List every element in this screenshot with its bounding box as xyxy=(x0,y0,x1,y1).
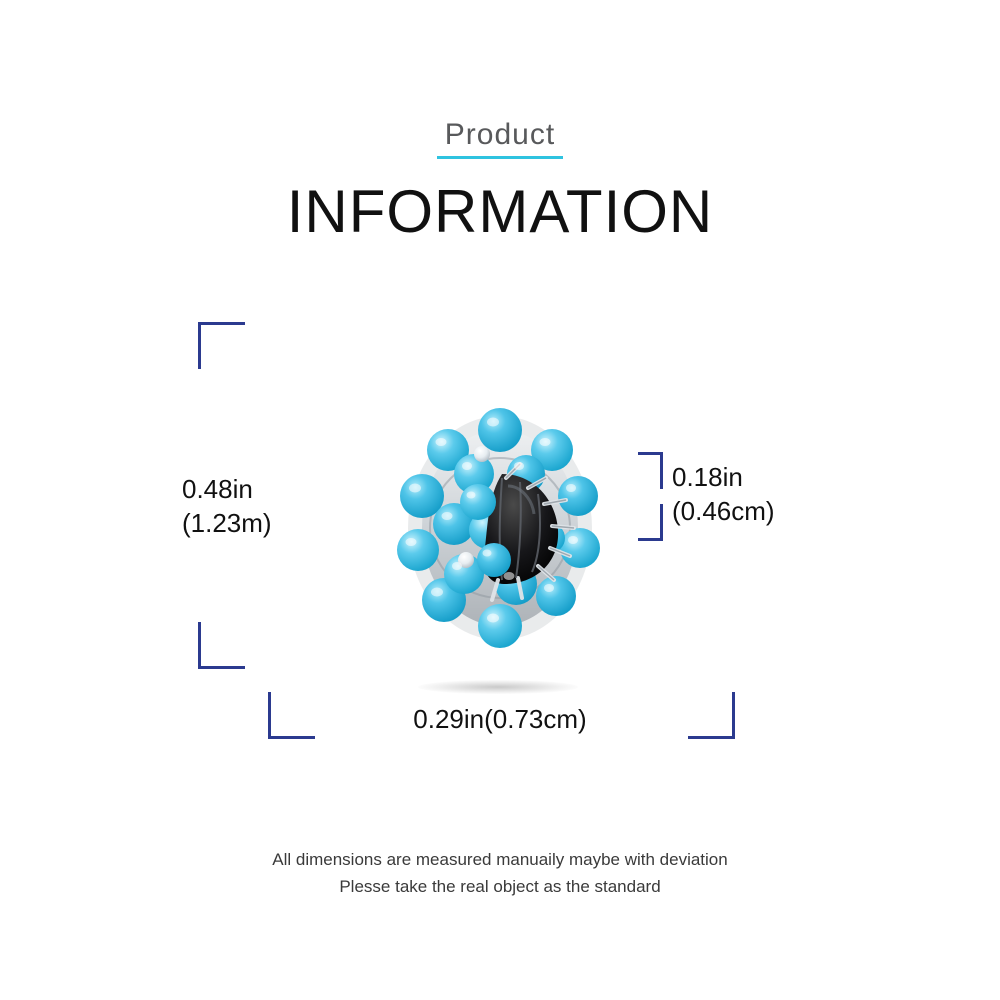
dimension-right-inches: 0.18in xyxy=(672,462,743,492)
header-subtitle: Product xyxy=(437,118,563,159)
corner-bracket-bottom-left xyxy=(198,622,245,669)
corner-bracket-top-left xyxy=(198,322,245,369)
dimension-label-right xyxy=(672,460,775,528)
measure-bracket-right-top xyxy=(638,452,663,489)
page-title: INFORMATION xyxy=(286,178,714,245)
dimension-right-metric: (0.46cm) xyxy=(672,496,775,526)
charm-illustration xyxy=(370,378,630,678)
dimension-bottom-value: 0.29in(0.73cm) xyxy=(413,704,587,734)
dimension-label-bottom xyxy=(0,702,1000,736)
page-header xyxy=(0,118,1000,243)
dimension-label-left xyxy=(182,472,272,540)
dimension-left-metric: (1.23m) xyxy=(182,508,272,538)
measure-bracket-right-bottom xyxy=(638,504,663,541)
footnote-line-1: All dimensions are measured manuaily maybe with deviation xyxy=(272,850,728,869)
footnote-line-2: Plesse take the real object as the standard xyxy=(339,877,661,896)
product-shadow xyxy=(418,680,578,694)
dimension-left-inches: 0.48in xyxy=(182,474,253,504)
product-image xyxy=(370,378,630,678)
footnote xyxy=(0,846,1000,900)
